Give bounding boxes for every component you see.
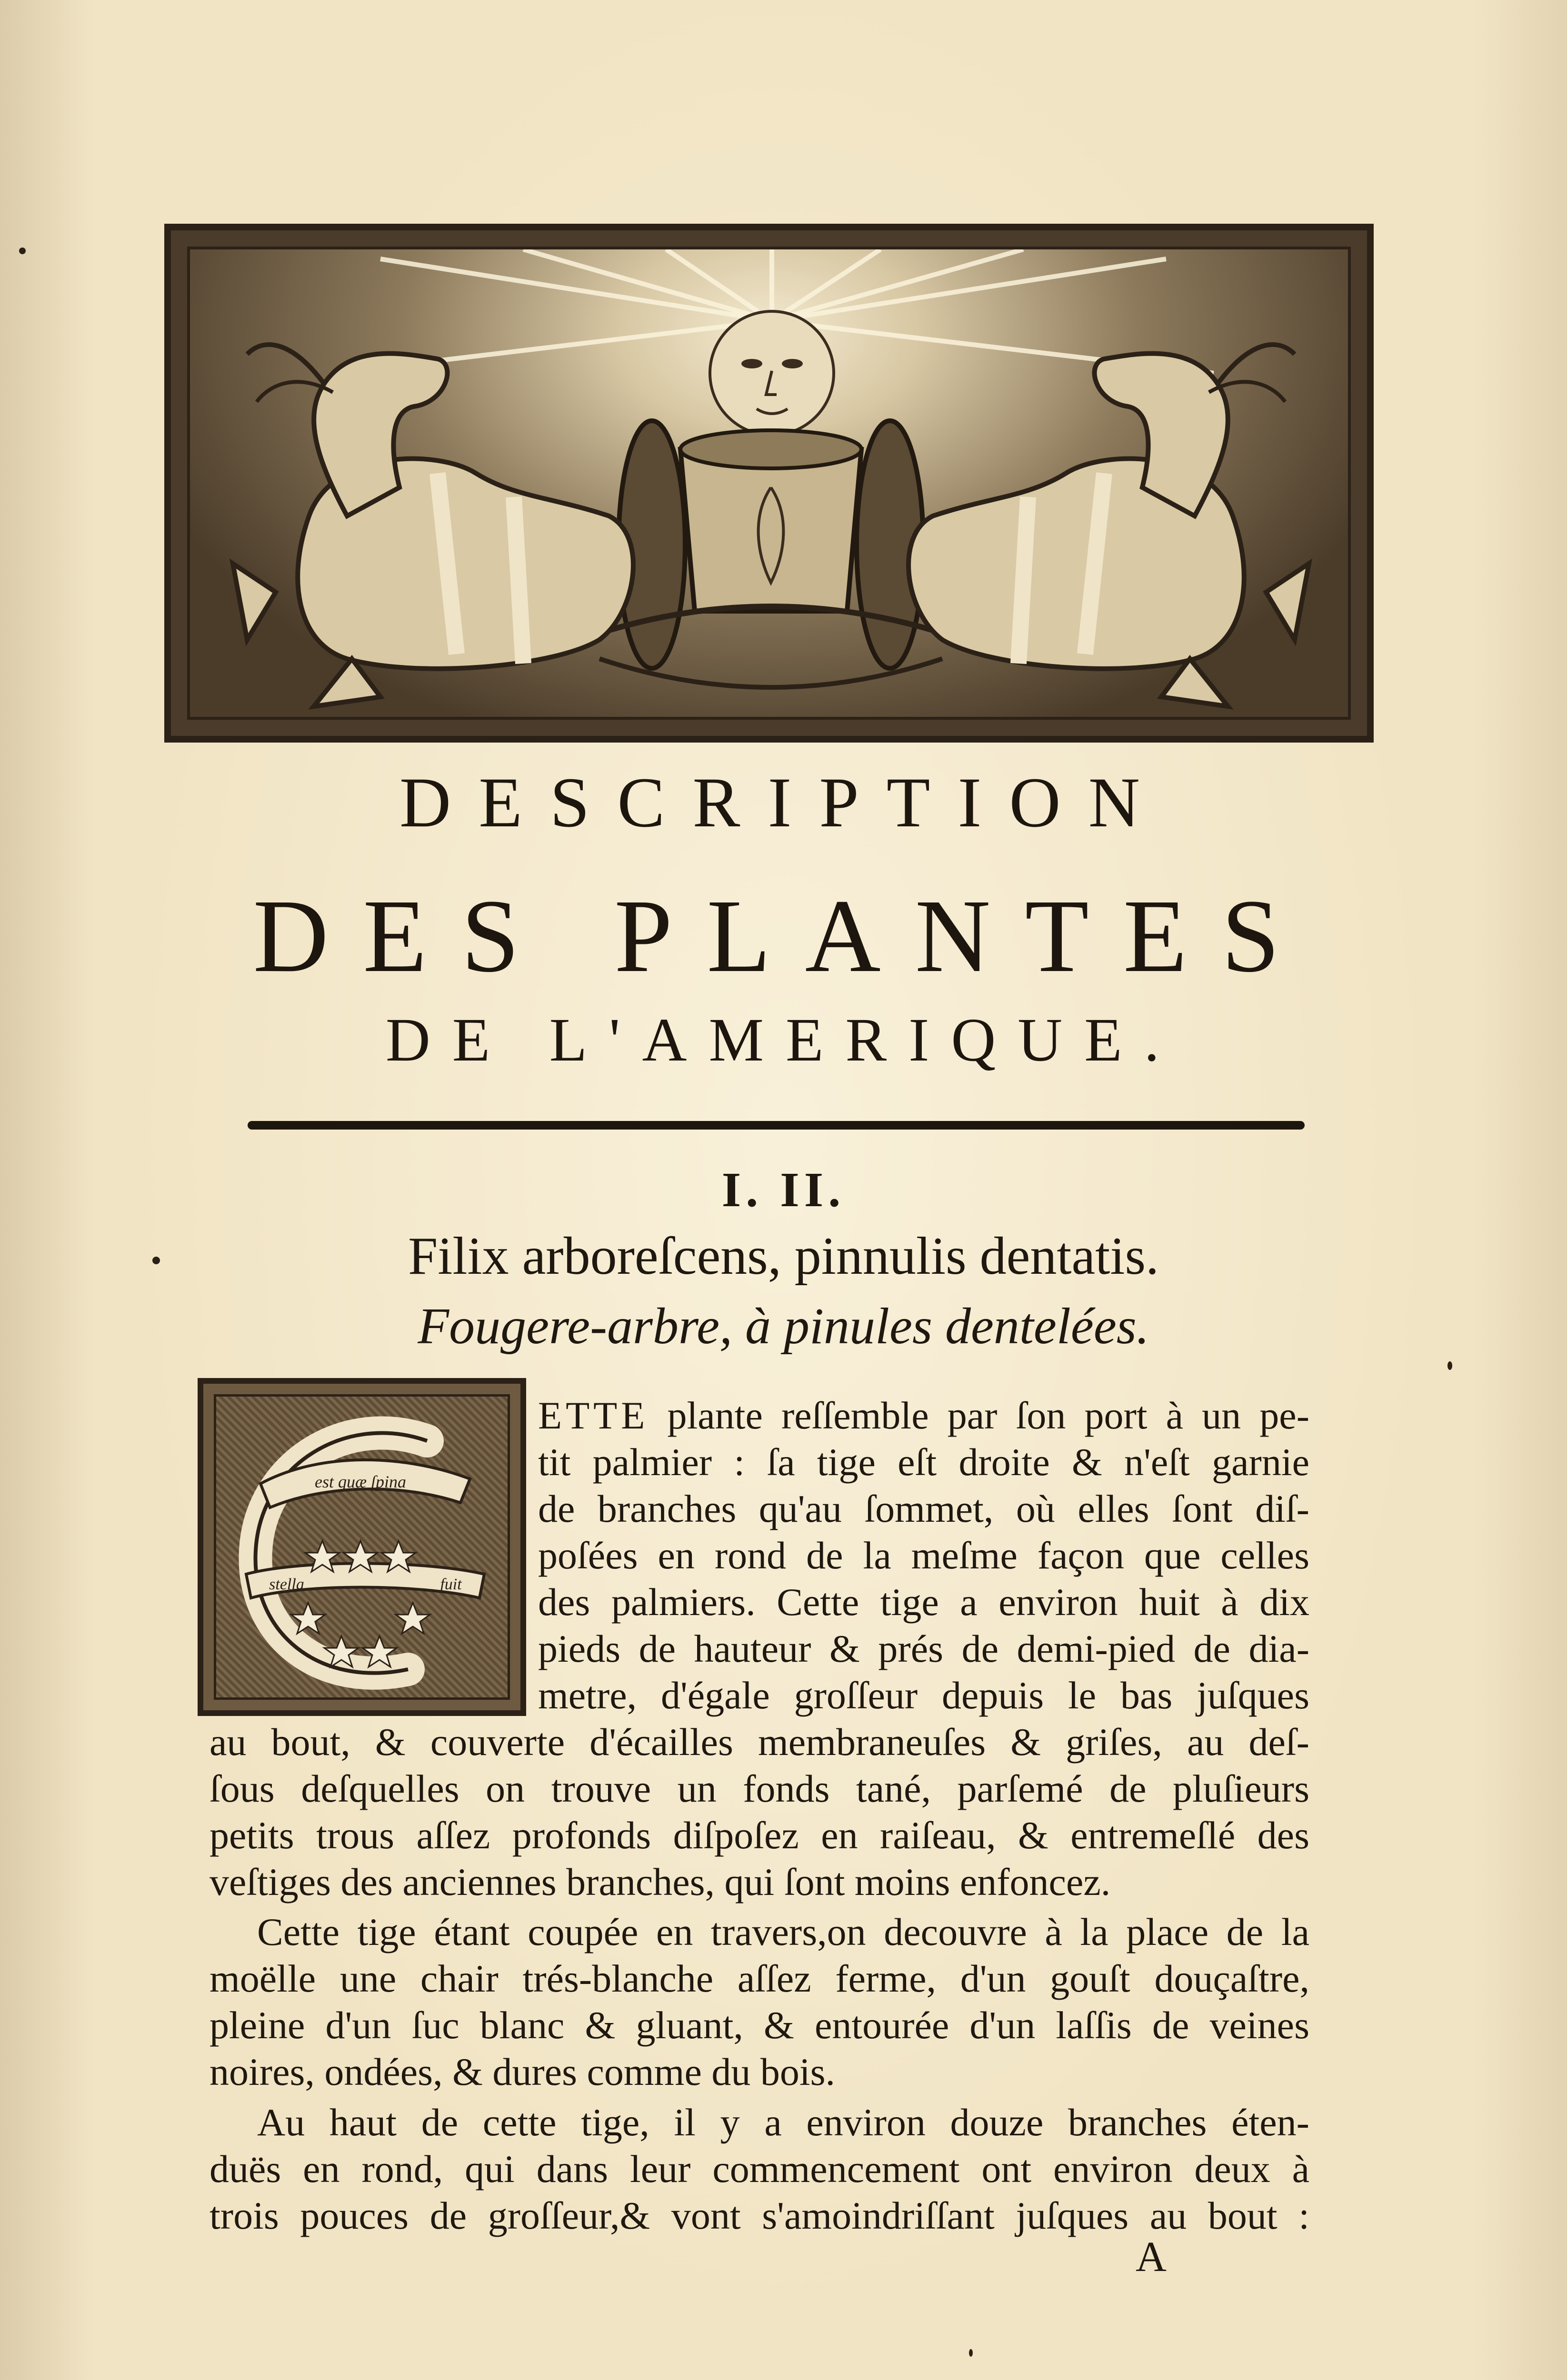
body-line: ſous deſquelles on trouve un fonds tané, parſemé de pluſieurs	[210, 1767, 1309, 1810]
headpiece-engraving	[164, 224, 1374, 743]
motto-left: stella	[269, 1576, 304, 1593]
body-line: Au haut de cette tige, il y a environ douze branches éten-	[257, 2101, 1309, 2144]
body-line: tit palmier : ſa tige eſt droite & n'eſt garnie	[538, 1440, 1309, 1484]
left-horse	[233, 354, 633, 706]
dropcap-initial	[198, 1378, 526, 1716]
body-line: Cette tige étant coupée en travers,on decouvre à la place de la	[257, 1910, 1309, 1954]
ink-speck	[969, 2349, 973, 2357]
sun-chariot-illustration	[190, 249, 1351, 720]
right-horse	[908, 354, 1309, 706]
body-line: pieds de hauteur & prés de demi-pied de dia-	[538, 1627, 1309, 1670]
latin-name: Filix arboreſcens, pinnulis dentatis.	[408, 1227, 1159, 1286]
body-line: duës en rond, qui dans leur commencement ont environ deux à	[210, 2147, 1309, 2191]
ink-speck	[1447, 1361, 1452, 1370]
plate-numbering: I. II.	[721, 1162, 846, 1217]
body-line: poſées en rond de la meſme façon que celles	[538, 1534, 1309, 1577]
french-name: Fougere-arbre, à pinules dentelées.	[418, 1298, 1149, 1355]
lead-word: ETTE	[538, 1394, 649, 1437]
body-line: veſtiges des anciennes branches, qui ſont moins enfoncez.	[210, 1860, 1111, 1904]
signature-mark: A	[1136, 2233, 1167, 2281]
motto-right: fuit	[440, 1576, 462, 1593]
body-line: au bout, & couverte d'écailles membraneuſes & griſes, au deſ-	[210, 1720, 1309, 1764]
body-line: de branches qu'au ſommet, où elles ſont diſ-	[538, 1487, 1309, 1530]
body-line: noires, ondées, & dures comme du bois.	[210, 2050, 836, 2093]
title-divider	[248, 1121, 1305, 1130]
body-line: metre, d'égale groſſeur depuis le bas juſques	[538, 1674, 1309, 1717]
engraving-scene	[187, 247, 1351, 720]
body-line: moëlle une chair trés-blanche aſſez ferme, d'un gouſt douçaſtre,	[210, 1957, 1309, 2000]
title-line-3: DE L'AMERIQUE.	[385, 1006, 1182, 1074]
body-line: des palmiers. Cette tige a environ huit à dix	[538, 1580, 1309, 1624]
body-line: petits trous aſſez profonds diſpoſez en raiſeau, & entremeſlé des	[210, 1814, 1309, 1857]
title-line-1: DESCRIPTION	[399, 763, 1168, 842]
dropcap-illustration	[203, 1384, 520, 1710]
motto-top: est quæ ſpina	[314, 1472, 407, 1491]
body-line: trois pouces de groſſeur,& vont s'amoindriſſant juſques au bout :	[210, 2194, 1309, 2237]
chariot-body	[680, 449, 861, 611]
title-line-2: DES PLANTES	[253, 878, 1314, 994]
body-line: ETTE plante reſſemble par ſon port à un pe-	[538, 1394, 1309, 1437]
body-line: pleine d'un ſuc blanc & gluant, & entourée d'un laſſis de veines	[210, 2003, 1309, 2047]
ink-speck	[19, 248, 26, 254]
